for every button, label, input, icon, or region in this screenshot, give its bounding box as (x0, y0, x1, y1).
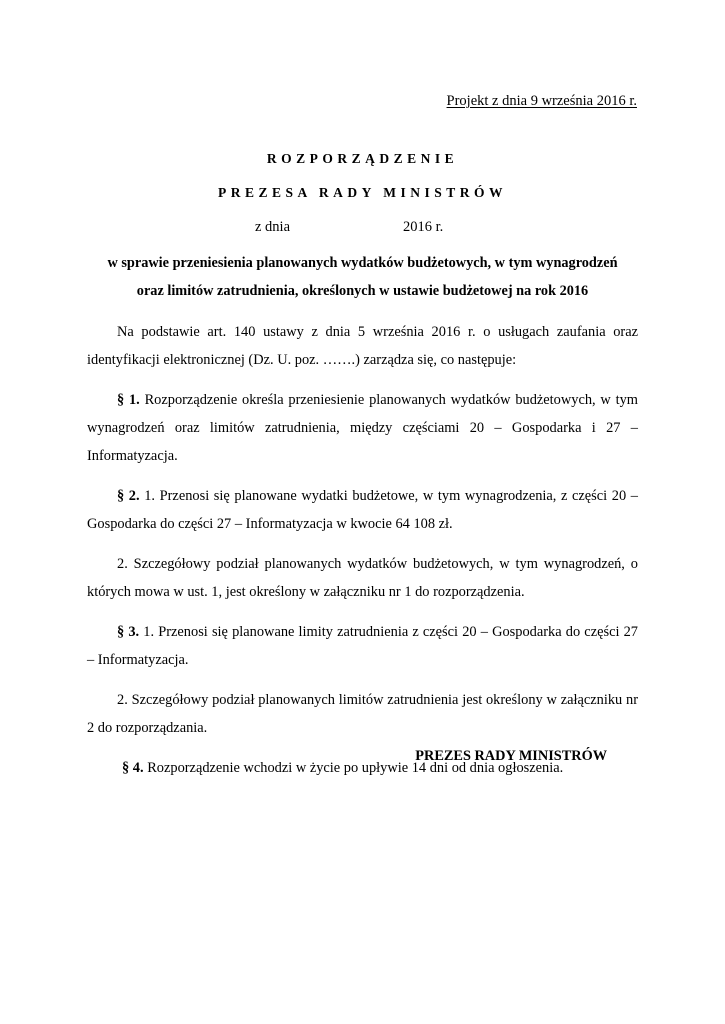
signature: PREZES RADY MINISTRÓW (415, 748, 607, 764)
document-subject (90, 249, 635, 305)
intro-paragraph: Na podstawie art. 140 ustawy z dnia 5 września 2016 r. o usługach zaufania oraz identyfikacji elektronicznej (Dz. U. poz. …….) zarządza się, co następuje: (87, 324, 638, 368)
date-line-year: 2016 r. (403, 219, 444, 235)
section-4-mark: § 4. (122, 760, 144, 776)
date-line-label: z dnia (255, 219, 291, 235)
section-4-text: Rozporządzenie wchodzi w życie po upływie 14 dni od dnia ogłoszenia. (143, 760, 564, 776)
section-2-text: 1. Przenosi się planowane wydatki budżetowe, w tym wynagrodzenia, z części 20 – Gospodarka do części 27 – Informatyzacja w kwocie 64 108 zł. (87, 488, 638, 532)
section-2-point-2: 2. Szczegółowy podział planowanych wydatków budżetowych, w tym wynagrodzeń, o których mowa w ust. 1, jest określony w załączniku nr 1 do rozporządzenia. (87, 556, 638, 600)
section-1-mark: § 1. (117, 392, 140, 408)
section-2-mark: § 2. (117, 488, 140, 504)
document-body (87, 318, 638, 794)
section-3-paragraph (87, 618, 638, 674)
section-3-mark: § 3. (117, 624, 140, 640)
draft-date: Projekt z dnia 9 września 2016 r. (446, 93, 637, 109)
document-title: ROZPORZĄDZENIE (266, 151, 459, 166)
subject-line-1: w sprawie przeniesienia planowanych wydatków budżetowych, w tym wynagrodzeń (107, 255, 618, 271)
section-1-text: Rozporządzenie określa przeniesienie planowanych wydatków budżetowych, w tym wynagrodzeń oraz limitów zatrudnienia, między częściami 20 – Gospodarka i 27 – Informatyzacja. (87, 392, 638, 464)
section-3-text: 1. Przenosi się planowane limity zatrudnienia z części 20 – Gospodarka do części 27 – Informatyzacja. (87, 624, 638, 668)
section-1-paragraph (87, 386, 638, 470)
document-issuer: PREZESA RADY MINISTRÓW (217, 185, 508, 200)
section-3-point-2: 2. Szczegółowy podział planowanych limitów zatrudnienia jest określony w załączniku nr 2 do rozporządzania. (87, 692, 638, 736)
subject-line-2: oraz limitów zatrudnienia, określonych w ustawie budżetowej na rok 2016 (136, 283, 589, 299)
section-2-paragraph (87, 482, 638, 538)
